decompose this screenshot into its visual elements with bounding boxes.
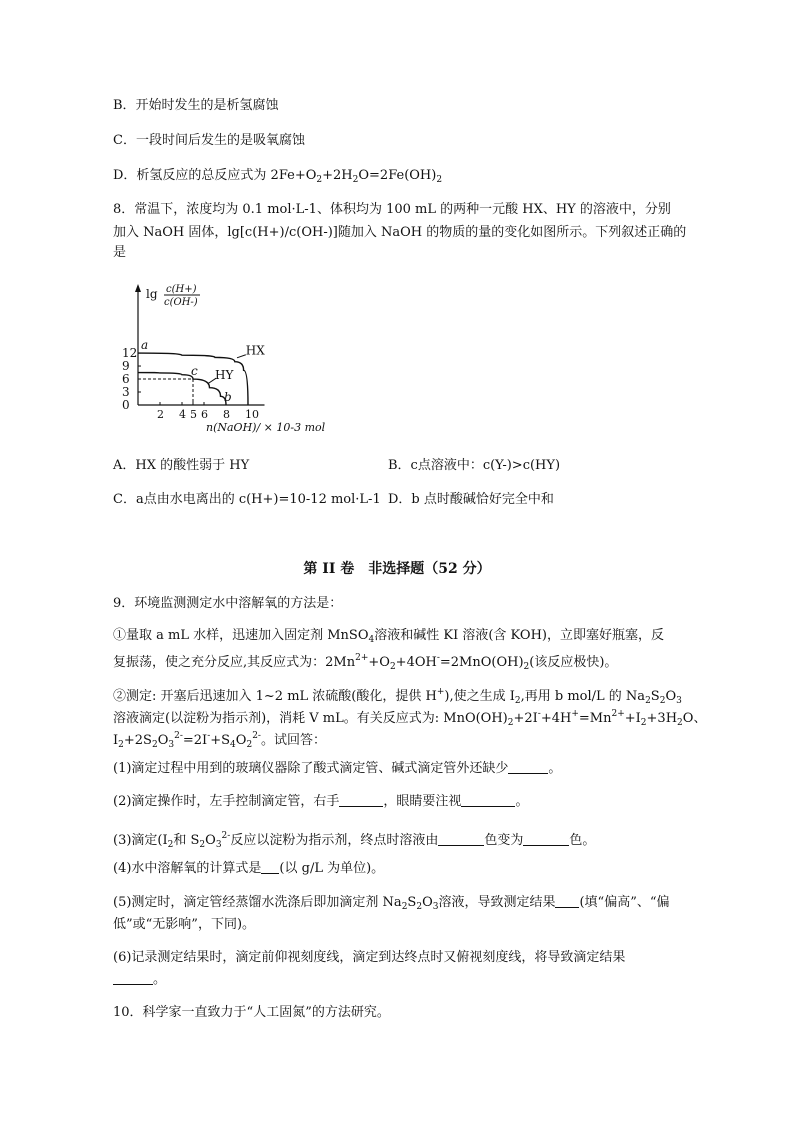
y-tick-label: 12 [122, 346, 138, 361]
q9-para1-line1: ①量取 a mL 水样，迅速加入固定剂 MnSO$_4$溶液和碱性 KI 溶液(含 KOH)，立即塞好瓶塞，反 [113, 628, 664, 645]
x-tick-label: 6 [201, 408, 208, 421]
q10-stem: 10．科学家一直致力于“人工固氮”的方法研究。 [113, 1005, 390, 1020]
q9-para1-line2: 复振荡，使之充分反应,其反应式为：$2Mn^{2+}+O_2+4OH^-=2MnO(OH)_2$(该反应极快)。 [113, 653, 618, 672]
q8-stem-line2: 加入 NaOH 固体，lg[c(H+)/c(OH-)]随加入 NaOH 的物质的量的变化如图所示。下列叙述正确的 [113, 225, 687, 240]
x-tick-label: 8 [223, 408, 230, 421]
q8-option-b: B．c点溶液中：c(Y-)>c(HY) [388, 458, 561, 473]
hx-leader [237, 355, 246, 358]
answer-blank[interactable] [523, 833, 569, 846]
point-b: b [224, 390, 232, 404]
q7-option-d: D．析氢反应的总反应式为 $2Fe+O_2+2H_2O=2Fe(OH)_2$ [113, 168, 443, 185]
q9-sub5-line2: 低”或“无影响”，下同)。 [113, 917, 256, 932]
answer-blank[interactable] [261, 861, 279, 874]
q7-option-b: B．开始时发生的是析氢腐蚀 [113, 98, 279, 113]
answer-blank[interactable] [438, 833, 484, 846]
q9-sub1: (1)滴定过程中用到的玻璃仪器除了酸式滴定管、碱式滴定管外还缺少 。 [113, 761, 562, 776]
y-tick-label: 6 [122, 372, 130, 387]
x-tick-label: 4 [179, 408, 186, 421]
q9-sub3: (3)滴定($I_2$和 $S_2O_3^{2-}$反应以淀粉为指示剂，终点时溶液由 色变为 色。 [113, 831, 596, 850]
label-hx: HX [245, 343, 265, 358]
x-tick-label: 10 [245, 408, 259, 421]
y-tick-label: 3 [122, 385, 130, 400]
answer-blank[interactable] [339, 794, 383, 807]
y-tick-label: 0 [122, 398, 130, 412]
x-tick-label: 5 [190, 408, 197, 421]
q9-sub2: (2)滴定操作时，左手控制滴定管，右手 ，眼睛要注视 。 [113, 794, 529, 809]
point-c: c [191, 364, 198, 379]
y-label-numerator: c(H+) [166, 284, 197, 295]
label-hy: HY [215, 368, 234, 383]
q8-option-a: A．HX 的酸性弱于 HY [113, 458, 250, 473]
q9-stem: 9．环境监测测定水中溶解氧的方法是： [113, 596, 343, 611]
q9-sub5-line1: (5)测定时，滴定管经蒸馏水洗涤后即加滴定剂 $Na_2S_2O_3$溶液，导致测定结果 (填“偏高”、“偏 [113, 895, 670, 912]
y-label-prefix: lg [146, 287, 158, 301]
q8-option-d: D．b 点时酸碱恰好完全中和 [388, 492, 554, 507]
y-label-denominator: c(OH-) [164, 297, 198, 308]
q9-para2-line3: $I_2+2S_2O_3^{2-}=2I^-+S_4O_2^{2-}$。试回答： [113, 731, 326, 750]
q8-option-c: C．a点由水电离出的 c(H+)=10-12 mol·L-1 [113, 492, 381, 507]
x-tick-label: 2 [157, 408, 164, 421]
q9-sub6-answer: 。 [113, 971, 166, 989]
x-label: n(NaOH)/ × 10-3 mol [206, 421, 326, 434]
y-tick-label: 9 [122, 359, 130, 374]
answer-blank[interactable] [555, 895, 579, 908]
titration-chart [110, 280, 350, 435]
q9-sub4: (4)水中溶解氧的计算式是 (以 g/L 为单位)。 [113, 861, 385, 876]
answer-blank[interactable] [113, 972, 153, 985]
q8-stem-line1: 8．常温下，浓度均为 0.1 mol·L-1、体积均为 100 mL 的两种一元酸 HX、HY 的溶液中，分别 [113, 202, 671, 217]
q9-para2-line2: 溶液滴定(以淀粉为指示剂)，消耗 V mL。有关反应式为: $MnO(OH)_2+2I^-+4H^+=Mn^{2+}+I_2+3H_2O$、 [113, 709, 707, 728]
y-axis-arrow [135, 284, 141, 292]
q9-para2-line1: ②测定: 开塞后迅速加入 1~2 mL 浓硫酸(酸化，提供 H+),使之生成 $I_2$,再用 b mol/L 的 $Na_2S_2O_3$ [113, 687, 682, 706]
q7-option-c: C．一段时间后发生的是吸氧腐蚀 [113, 133, 305, 148]
answer-blank[interactable] [461, 794, 515, 807]
answer-blank[interactable] [508, 761, 548, 774]
point-a: a [141, 338, 149, 353]
series-hy [138, 373, 226, 405]
section-title: 第 II 卷 非选择题（52 分） [303, 561, 491, 577]
q9-sub6: (6)记录测定结果时，滴定前仰视刻度线，滴定到达终点时又俯视刻度线，将导致滴定结果 [113, 950, 626, 965]
q8-stem-line3: 是 [113, 245, 127, 260]
